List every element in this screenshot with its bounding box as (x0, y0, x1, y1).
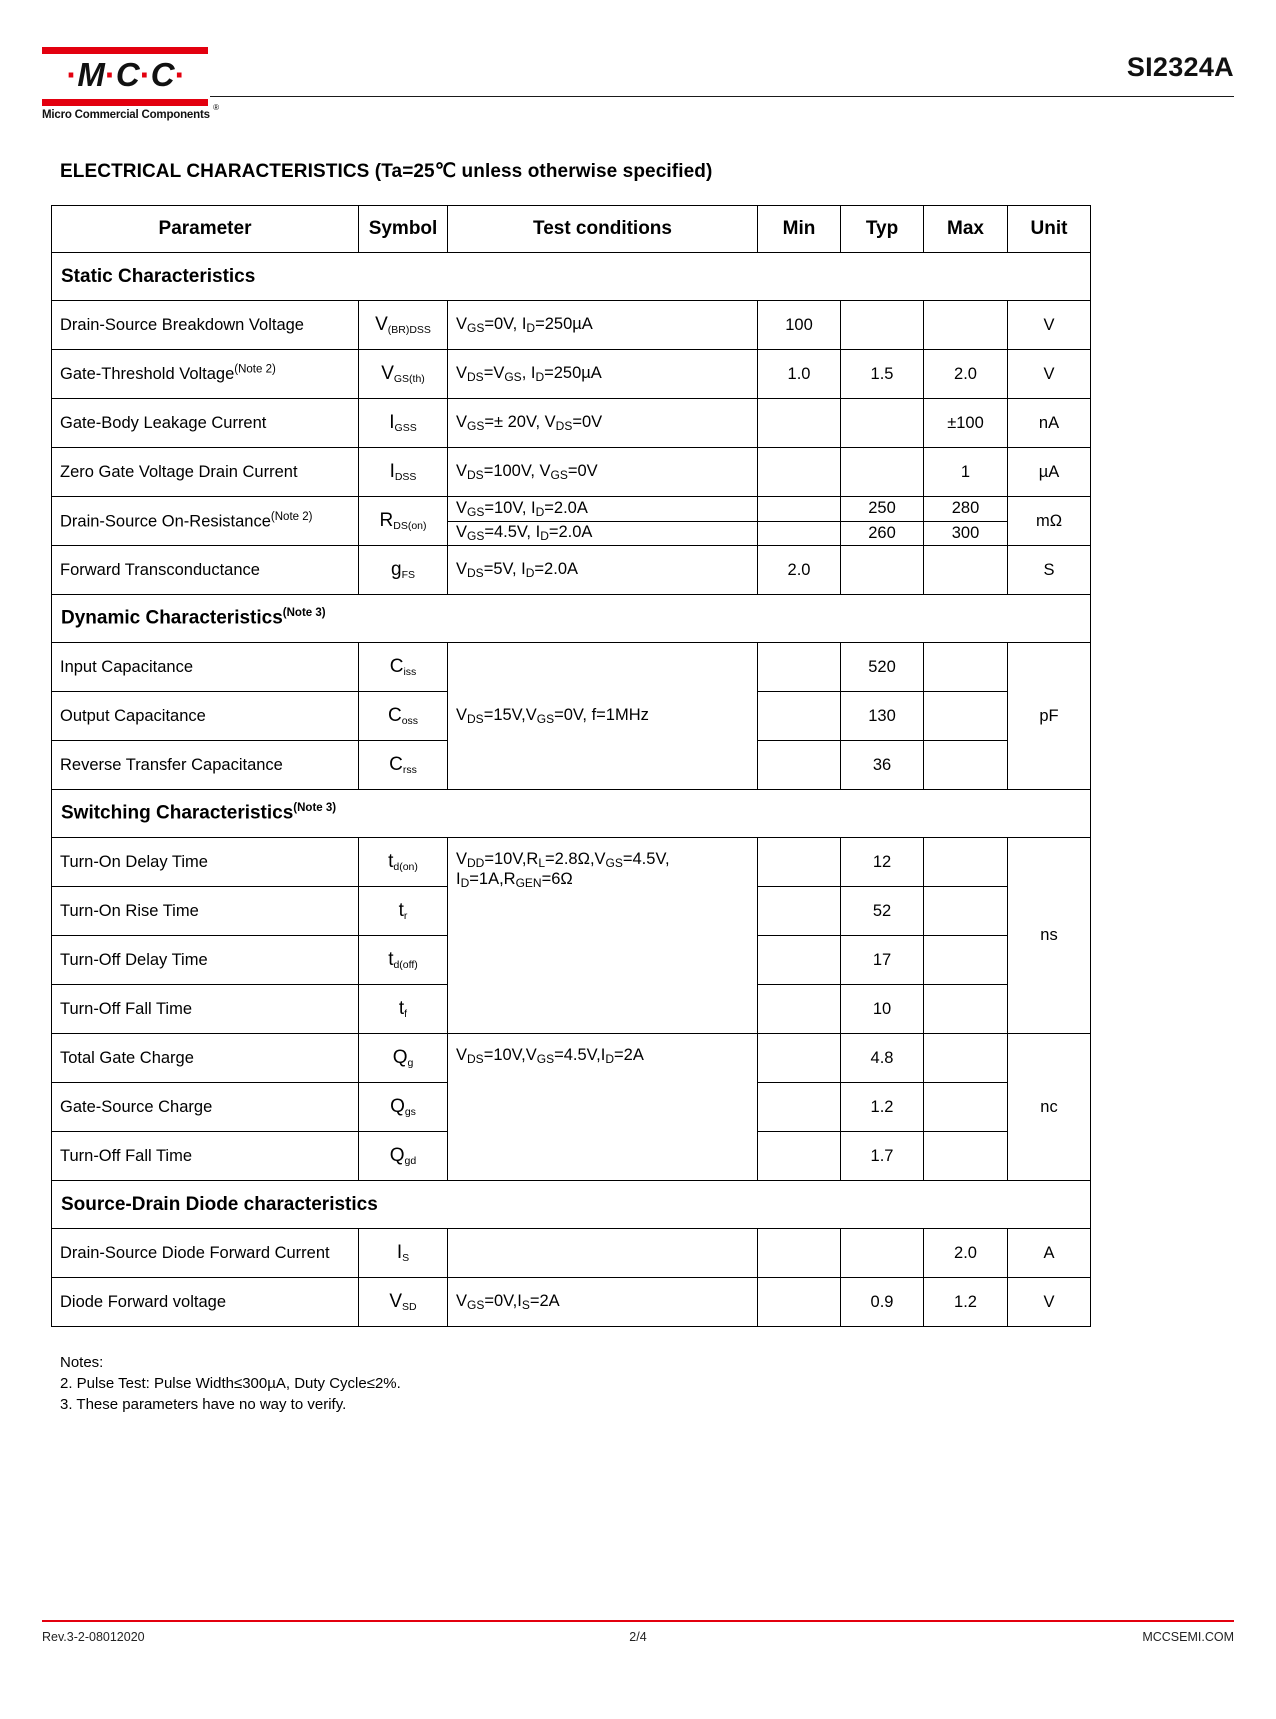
row-parameter: Zero Gate Voltage Drain Current (60, 462, 298, 481)
row-condition: VGS=0V,IS=2A (456, 1292, 560, 1312)
section-heading-row (52, 595, 1091, 643)
logo-letter-m: M (77, 56, 105, 93)
column-header-unit: Unit (1008, 206, 1091, 253)
row-unit: V (1043, 1292, 1055, 1311)
row-symbol: Ciss (389, 656, 417, 678)
row-symbol: td(off) (388, 949, 418, 971)
row-unit: S (1043, 560, 1055, 579)
row-parameter: Forward Transconductance (60, 560, 260, 579)
row-max: 280 (951, 499, 980, 518)
row-parameter: Turn-Off Fall Time (60, 999, 193, 1018)
row-parameter: Output Capacitance (60, 706, 206, 725)
row-typ: 1.5 (870, 364, 894, 383)
note-item-2: 2. Pulse Test: Pulse Width≤300µA, Duty Cycle≤2%. (60, 1375, 401, 1392)
row-parameter: Drain-Source Breakdown Voltage (60, 315, 304, 334)
row-parameter: Turn-Off Delay Time (60, 950, 208, 969)
registered-trademark-icon: ® (213, 103, 219, 112)
section-heading-row (52, 1181, 1091, 1229)
page-title: ELECTRICAL CHARACTERISTICS (Ta=25℃ unless otherwise specified) (60, 161, 713, 182)
row-min: 1.0 (787, 364, 811, 383)
row-symbol: Qgs (390, 1096, 416, 1118)
mcc-logo (42, 47, 219, 121)
row-typ: 130 (868, 706, 896, 725)
row-min: 2.0 (787, 560, 811, 579)
row-max: 1.2 (954, 1292, 977, 1311)
row-parameter: Input Capacitance (60, 657, 194, 676)
column-header-max: Max (924, 206, 1008, 253)
row-unit: A (1043, 1243, 1055, 1262)
row-parameter: Turn-Off Fall Time (60, 1146, 193, 1165)
row-parameter: Drain-Source On-Resistance$^{(Note 2)}$ (52, 497, 359, 546)
logo-subtitle: Micro Commercial Components (42, 109, 210, 121)
logo-wordmark: ·M·C·C· (66, 56, 186, 93)
page-header (0, 0, 1276, 120)
notes-title: Notes: (60, 1354, 104, 1371)
row-unit: pF (1008, 643, 1091, 790)
row-condition: VDD=10V,RL=2.8Ω,VGS=4.5V, ID=1A,RGEN=6Ω (448, 838, 758, 1034)
row-symbol: RDS(on) (359, 497, 448, 546)
section-heading-row (52, 253, 1091, 301)
row-parameter: Turn-On Delay Time (60, 852, 208, 871)
column-header-parameter: Parameter (52, 206, 359, 253)
row-max: 1 (960, 462, 971, 481)
row-symbol: VGS(th) (381, 363, 425, 385)
logo-bar-top (42, 47, 208, 54)
table-row (52, 301, 1091, 350)
row-condition: VDS=15V,VGS=0V, f=1MHz (448, 643, 758, 790)
column-header-typ: Typ (841, 206, 924, 253)
row-symbol: td(on) (388, 851, 418, 873)
row-condition: VGS=0V, ID=250µA (456, 315, 593, 335)
footer-page-number: 2/4 (629, 1630, 647, 1644)
table-row (52, 399, 1091, 448)
row-symbol: Qgd (389, 1145, 417, 1167)
row-unit: nc (1008, 1034, 1091, 1181)
table-row (52, 350, 1091, 399)
row-parameter: Diode Forward voltage (60, 1292, 226, 1311)
row-condition: VGS=10V, ID=2.0A (456, 498, 588, 519)
electrical-characteristics-table (51, 205, 1090, 1327)
row-symbol: tf (398, 998, 408, 1020)
notes-block (60, 1352, 401, 1415)
table-row (52, 1034, 1091, 1083)
row-unit: V (1043, 315, 1055, 334)
row-parameter: Total Gate Charge (60, 1048, 194, 1067)
row-parameter: Gate-Body Leakage Current (60, 413, 267, 432)
row-condition: VDS=10V,VGS=4.5V,ID=2A (448, 1034, 758, 1181)
row-max: ±100 (947, 413, 984, 432)
row-max: 300 (951, 523, 980, 542)
row-symbol: V(BR)DSS (375, 314, 431, 336)
row-symbol: Qg (392, 1047, 414, 1069)
row-typ: 250 (868, 499, 896, 518)
row-parameter: Turn-On Rise Time (60, 901, 199, 920)
logo-letter-c2: C (150, 56, 175, 93)
row-unit: nA (1038, 413, 1060, 432)
row-typ: 36 (872, 755, 892, 774)
table-row (52, 643, 1091, 692)
header-divider (210, 96, 1234, 97)
row-condition: VDS=5V, ID=2.0A (456, 560, 579, 580)
row-symbol: VSD (389, 1291, 417, 1313)
column-header-test-conditions: Test conditions (448, 206, 758, 253)
row-condition: VDS=100V, VGS=0V (456, 462, 598, 482)
table-row (52, 838, 1091, 887)
row-parameter: Gate-Source Charge (60, 1097, 213, 1116)
row-condition: VDS=VGS, ID=250µA (456, 364, 602, 384)
footer-revision: Rev.3-2-08012020 (42, 1630, 145, 1644)
section-heading-row (52, 790, 1091, 838)
row-typ: 0.9 (870, 1292, 894, 1311)
row-typ: 4.8 (870, 1048, 894, 1067)
row-unit: ns (1008, 838, 1091, 1034)
row-condition: VGS=± 20V, VDS=0V (456, 413, 603, 433)
logo-letter-c1: C (115, 56, 140, 93)
row-symbol: Coss (387, 705, 419, 727)
row-parameter: Gate-Threshold Voltage$^{(Note 2)}$ (60, 363, 276, 384)
row-typ: 260 (868, 523, 896, 542)
table-row (52, 1229, 1091, 1278)
row-unit: mΩ (1008, 497, 1091, 546)
section-heading: Static Characteristics (52, 253, 1091, 301)
section-heading: Switching Characteristics$^{(Note 3)}$ (52, 790, 1091, 838)
row-symbol: gFS (391, 559, 415, 581)
table-row (52, 1278, 1091, 1327)
table-row (52, 546, 1091, 595)
row-unit: µA (1038, 462, 1060, 481)
row-parameter: Reverse Transfer Capacitance (60, 755, 283, 774)
row-symbol: IDSS (389, 461, 417, 483)
part-number: SI2324A (1126, 52, 1234, 82)
row-unit: V (1043, 364, 1055, 383)
row-min: 100 (785, 315, 813, 334)
row-typ: 1.2 (870, 1097, 894, 1116)
footer-divider (42, 1620, 1234, 1622)
section-heading: Source-Drain Diode characteristics (52, 1181, 1091, 1229)
row-condition: VGS=4.5V, ID=2.0A (456, 523, 593, 544)
table-row (52, 497, 1091, 522)
row-symbol: IGSS (389, 412, 417, 434)
row-symbol: tr (398, 900, 408, 922)
column-header-min: Min (758, 206, 841, 253)
note-item-3: 3. These parameters have no way to verify. (60, 1396, 347, 1413)
row-typ: 52 (872, 901, 892, 920)
footer-website[interactable]: MCCSEMI.COM (1142, 1630, 1234, 1644)
column-header-symbol: Symbol (359, 206, 448, 253)
row-typ: 1.7 (870, 1146, 894, 1165)
row-typ: 12 (872, 852, 892, 871)
row-typ: 520 (868, 657, 896, 676)
table-row (52, 448, 1091, 497)
row-symbol: Crss (389, 754, 417, 776)
row-symbol: IS (396, 1242, 410, 1264)
row-max: 2.0 (954, 1243, 977, 1262)
section-heading: Dynamic Characteristics$^{(Note 3)}$ (52, 595, 1091, 643)
row-typ: 17 (872, 950, 892, 969)
row-parameter: Drain-Source Diode Forward Current (60, 1243, 330, 1262)
logo-bar-bottom (42, 99, 208, 106)
table-header-row (52, 206, 1091, 253)
row-typ: 10 (872, 999, 892, 1018)
row-max: 2.0 (954, 364, 977, 383)
